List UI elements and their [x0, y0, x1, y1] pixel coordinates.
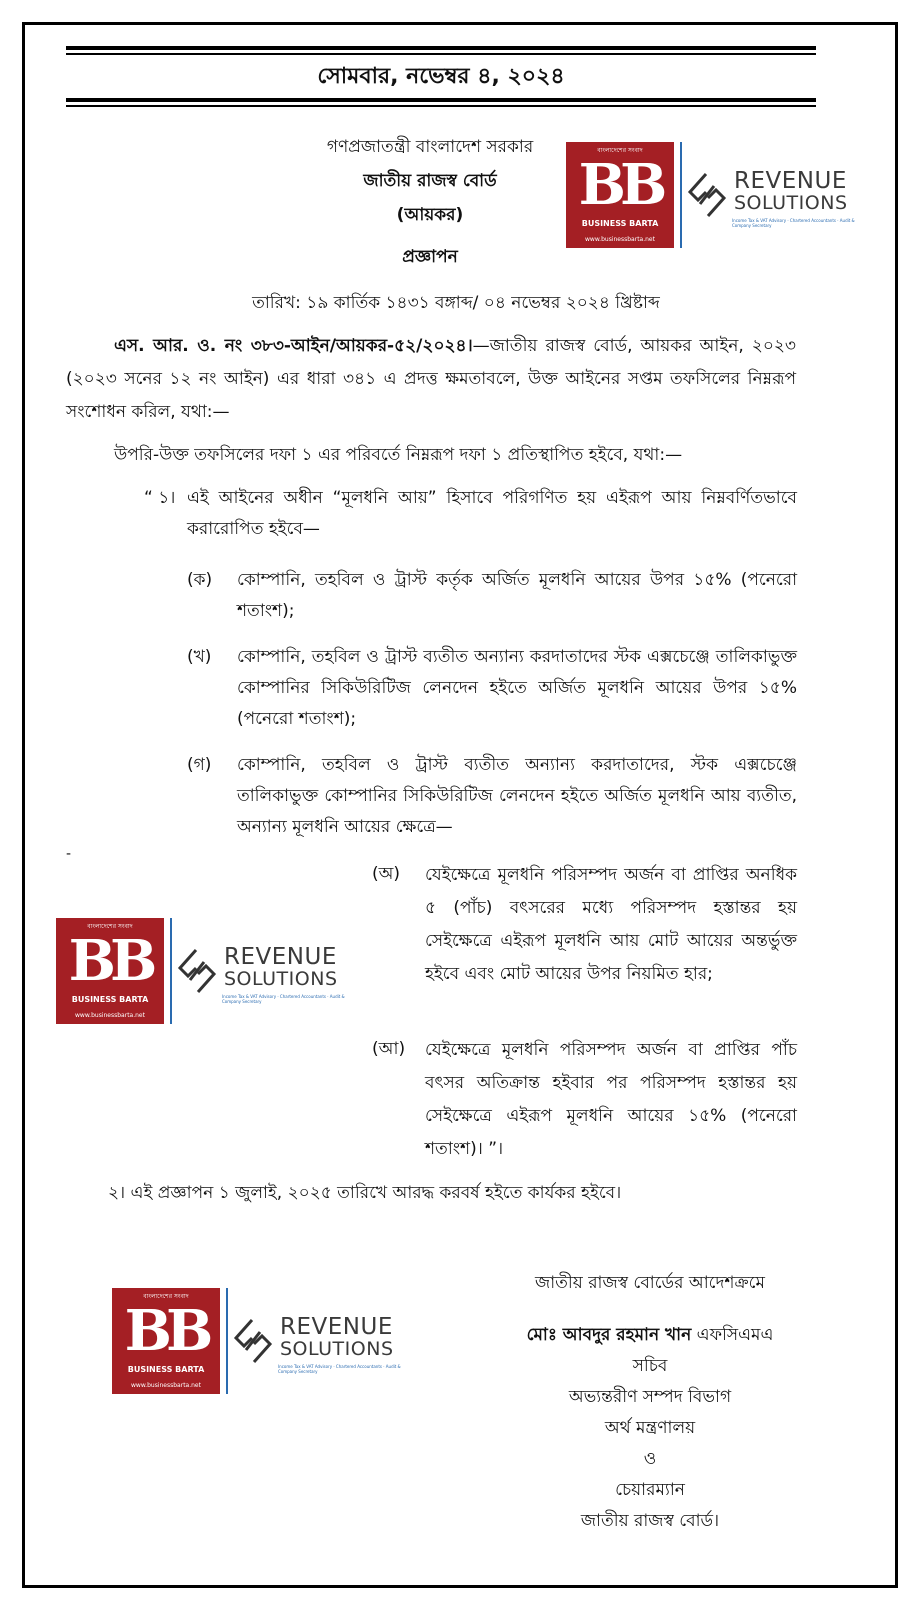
subitem-aa-label: (আ) [372, 1039, 406, 1059]
sro-number: এস. আর. ও. নং ৩৮৩-আইন/আয়কর-৫২/২০২৪। [114, 336, 473, 356]
revenue-solutions-icon [232, 1316, 274, 1366]
sro-text: —জাতীয় রাজস্ব বোর্ড, আয়কর আইন, ২০২৩ (২০২৩ সনের ১২ নং আইন) এর ধারা ৩৪১ এ প্রদত্ত ক্ষমতাবলে, উক্ত আইনের সপ্তম তফসিলের নিম্নরূপ সংশোধন করিল, যথা:— [66, 336, 796, 422]
watermark-logo-top [566, 142, 866, 252]
replacement-line: উপরি-উক্ত তফসিলের দফা ১ এর পরিবর্তে নিম্নরূপ দফা ১ প্রতিস্থাপিত হইবে, যথা:— [114, 445, 683, 465]
bb-letters: BB [124, 1298, 208, 1364]
revenue-tagline: Income Tax & VAT Advisory · Chartered Accountants · Audit & Company Secretary [732, 218, 855, 228]
signatory-title-2: অভ্যন্তরীণ সম্পদ বিভাগ [568, 1387, 732, 1407]
item-ka-text: কোম্পানি, তহবিল ও ট্রাস্ট কর্তৃক অর্জিত মূলধনি আয়ের উপর ১৫% (পনেরো শতাংশ); [237, 570, 797, 621]
clause-2: ২। এই প্রজ্ঞাপন ১ জুলাই, ২০২৫ তারিখে আরদ্ধ করবর্ষ হইতে কার্যকর হইবে। [108, 1183, 622, 1203]
revenue-solutions-icon [176, 946, 218, 996]
sro-paragraph [66, 330, 796, 429]
bb-letters: BB [578, 152, 662, 218]
subitem-a-text: যেইক্ষেত্রে মূলধনি পরিসম্পদ অর্জন বা প্রাপ্তির অনধিক ৫ (পাঁচ) বৎসরের মধ্যে পরিসম্পদ হস্তান্তর হয় সেইক্ষেত্রে এইরূপ মূলধনি আয় মোট আয়ের অন্তর্ভুক্ত হইবে এবং মোট আয়ের উপর নিয়মিত হার; [425, 865, 797, 984]
business-barta-logo [56, 918, 164, 1024]
item-ka-label: (ক) [187, 570, 213, 590]
bb-url: www.businessbarta.net [585, 236, 655, 243]
clause-1-text: এই আইনের অধীন “মূলধনি আয়” হিসাবে পরিগণিত হয় এইরূপ আয় নিম্নবর্ণিতভাবে করারোপিত হইবে— [187, 488, 797, 539]
bb-name: BUSINESS BARTA [581, 219, 659, 228]
revenue-tagline: Income Tax & VAT Advisory · Chartered Accountants · Audit & Company Secretary [278, 1364, 401, 1374]
logo-divider [226, 1288, 228, 1394]
signature-order: জাতীয় রাজস্ব বোর্ডের আদেশক্রমে [535, 1273, 765, 1293]
revenue-text: REVENUE [734, 168, 847, 194]
bb-tagline: বাংলাদেশের সংবাদ [143, 1293, 189, 1300]
header-rule-top-thick [66, 46, 816, 50]
subitem-aa-text: যেইক্ষেত্রে মূলধনি পরিসম্পদ অর্জন বা প্রাপ্তির পাঁচ বৎসর অতিক্রান্ত হইবার পর পরিসম্পদ হস্তান্তর হয় সেইক্ষেত্রে এইরূপ মূলধনি আয়ের ১৫% (পনেরো শতাংশ)। ”। [425, 1040, 797, 1159]
revenue-text: REVENUE [224, 944, 337, 970]
notification-date: তারিখ: ১৯ কার্তিক ১৪৩১ বঙ্গাব্দ/ ০৪ নভেম্বর ২০২৪ খ্রিষ্টাব্দ [252, 293, 660, 313]
header-rule-bottom-thick [66, 98, 816, 102]
header-rule-bottom-thin [66, 105, 816, 107]
logo-divider [680, 142, 682, 248]
bb-url: www.businessbarta.net [131, 1382, 201, 1389]
bb-name: BUSINESS BARTA [71, 995, 149, 1004]
solutions-text: SOLUTIONS [734, 192, 848, 214]
issue-date: সোমবার, নভেম্বর ৪, ২০২৪ [317, 64, 565, 89]
bb-name: BUSINESS BARTA [127, 1365, 205, 1374]
signatory-suffix: এফসিএমএ [691, 1325, 774, 1345]
notification-title: প্রজ্ঞাপন [402, 247, 458, 267]
signatory-title-3: অর্থ মন্ত্রণালয় [604, 1418, 696, 1438]
header-rule-top-thin [66, 53, 816, 55]
signatory-and: ও [643, 1449, 657, 1469]
stray-dash: - [66, 846, 72, 862]
revenue-text: REVENUE [280, 1314, 393, 1340]
signatory-name: মোঃ আবদুর রহমান খান [526, 1325, 692, 1345]
business-barta-logo [566, 142, 674, 248]
revenue-tagline: Income Tax & VAT Advisory · Chartered Accountants · Audit & Company Secretary [222, 994, 345, 1004]
board-name: জাতীয় রাজস্ব বোর্ড [363, 171, 497, 191]
item-kha-text: কোম্পানি, তহবিল ও ট্রাস্ট ব্যতীত অন্যান্য করদাতাদের স্টক এক্সচেঞ্জে তালিকাভুক্ত কোম্পানির সিকিউরিটিজ লেনদেন হইতে অর্জিত মূলধনি আয়ের উপর ১৫% (পনেরো শতাংশ); [237, 647, 797, 729]
signatory-title-1: সচিব [632, 1356, 668, 1376]
logo-divider [170, 918, 172, 1024]
bb-tagline: বাংলাদেশের সংবাদ [597, 147, 643, 154]
solutions-text: SOLUTIONS [224, 968, 338, 990]
business-barta-logo [112, 1288, 220, 1394]
government-name: গণপ্রজাতন্ত্রী বাংলাদেশ সরকার [326, 137, 534, 157]
department-name: (আয়কর) [396, 205, 464, 225]
item-kha-label: (খ) [187, 647, 212, 667]
solutions-text: SOLUTIONS [280, 1338, 394, 1360]
signatory-title-4: চেয়ারম্যান [615, 1480, 685, 1500]
signatory-line [470, 1320, 830, 1350]
bb-letters: BB [68, 928, 152, 994]
clause-1-label: “ ১। [144, 488, 176, 508]
subitem-a-label: (অ) [372, 864, 400, 884]
watermark-logo-bottom [112, 1288, 412, 1398]
signatory-title-5: জাতীয় রাজস্ব বোর্ড। [580, 1511, 720, 1531]
bb-url: www.businessbarta.net [75, 1012, 145, 1019]
item-ga-label: (গ) [187, 755, 212, 775]
item-ga-text: কোম্পানি, তহবিল ও ট্রাস্ট ব্যতীত অন্যান্য করদাতাদের, স্টক এক্সচেঞ্জে তালিকাভুক্ত কোম্পানির সিকিউরিটিজ লেনদেন হইতে অর্জিত মূলধনি আয় ব্যতীত, অন্যান্য মূলধনি আয়ের ক্ষেত্রে— [237, 755, 797, 837]
bb-tagline: বাংলাদেশের সংবাদ [87, 923, 133, 930]
watermark-logo-middle [56, 918, 356, 1028]
revenue-solutions-icon [686, 170, 728, 220]
